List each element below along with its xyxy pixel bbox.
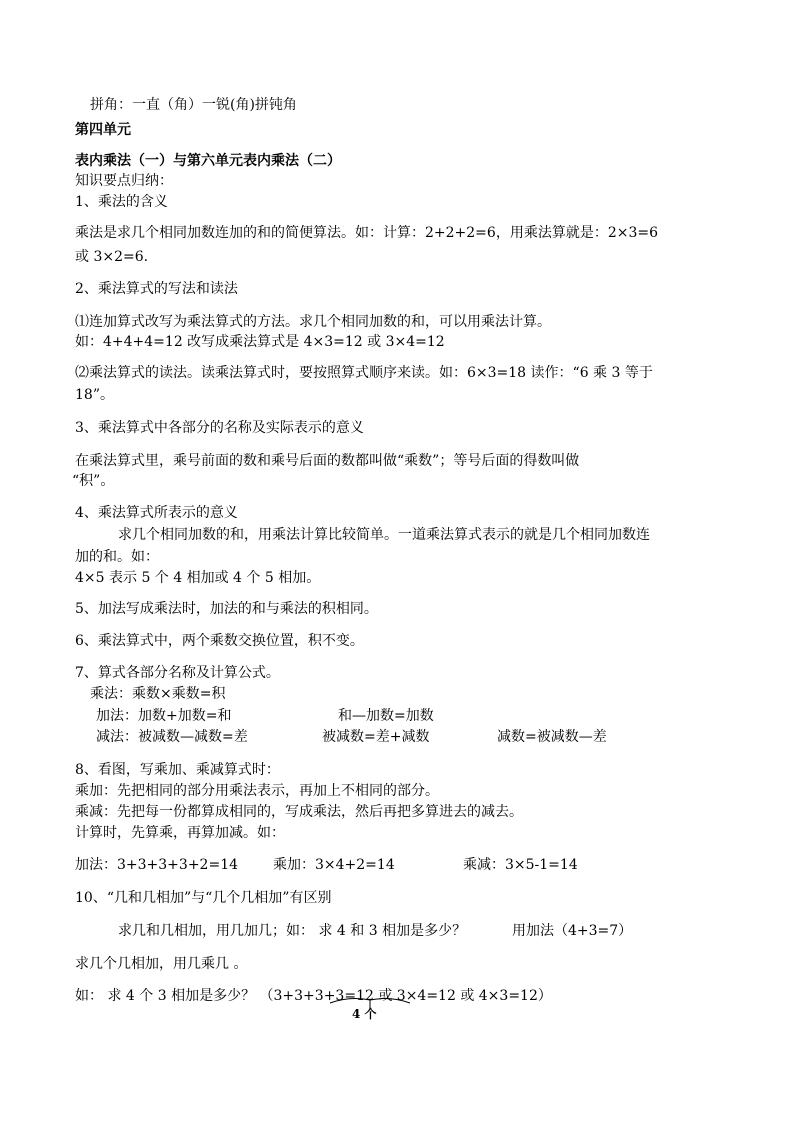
formula-line: 减法：被减数—减数=差: [96, 729, 248, 745]
item-heading: 4、乘法算式所表示的意义: [75, 505, 238, 521]
formula-line: 乘减：3×5-1=14: [463, 857, 578, 873]
text-line: 求几和几相加，用几加几；如： 求 4 和 3 相加是多少？: [118, 923, 467, 939]
text-line: 知识要点归纳：: [75, 173, 173, 189]
formula-line: 乘加：3×4+2=14: [273, 857, 395, 873]
item-heading: 6、乘法算式中，两个乘数交换位置，积不变。: [75, 633, 364, 649]
item-heading: 5、加法写成乘法时，加法的和与乘法的积相同。: [75, 601, 378, 617]
text-line: 乘法是求几个相同加数连加的和的简便算法。如：计算：2+2+2=6，用乘法算就是：2×3=6: [75, 225, 659, 241]
unit-heading: 第四单元: [75, 122, 131, 138]
item-heading: 7、算式各部分名称及计算公式。: [75, 665, 280, 681]
text-line: 4×5 表示 5 个 4 相加或 4 个 5 相加。: [75, 570, 321, 586]
item-heading: 2、乘法算式的写法和读法: [75, 281, 238, 297]
text-line: 乘加：先把相同的部分用乘法表示，再加上不相同的部分。: [75, 783, 439, 799]
formula-line: 和—加数=加数: [338, 708, 434, 724]
item-heading: 3、乘法算式中各部分的名称及实际表示的意义: [75, 420, 364, 436]
text-line: 求几个几相加，用几乘几 。: [75, 956, 248, 972]
text-line: ⑵乘法算式的读法。读乘法算式时，要按照算式顺序来读。如：6×3=18 读作：“6 乘 3 等于: [75, 365, 653, 381]
text-line: 在乘法算式里，乘号前面的数和乘号后面的数都叫做“乘数”；等号后面的得数叫做: [75, 453, 580, 469]
formula-line: 加法：3+3+3+3+2=14: [75, 857, 239, 873]
text-line: 乘减：先把每一份都算成相同的，写成乘法，然后再把多算进去的减去。: [75, 804, 523, 820]
text-line: 拼角：一直（角）一锐(角)拼钝角: [90, 97, 297, 113]
text-line: 如： 求 4 个 3 相加是多少？ （3+3+3+3=12 或 3×4=12 或 4×3=12）: [75, 988, 552, 1004]
item-heading: 10、“几和几相加”与“几个几相加”有区别: [75, 890, 332, 906]
text-line: 加的和。如：: [75, 549, 159, 565]
formula-line: 乘法：乘数×乘数=积: [90, 686, 226, 702]
text-line: 求几个相同加数的和，用乘法计算比较简单。一道乘法算式表示的就是几个相同加数连: [118, 527, 650, 543]
brace-label: 4 个: [352, 1007, 377, 1021]
item-heading: 8、看图，写乘加、乘减算式时：: [75, 762, 280, 778]
text-line: 用加法（4+3=7）: [512, 923, 633, 939]
text-line: ⑴连加算式改写为乘法算式的方法。求几个相同加数的和，可以用乘法计算。: [75, 314, 551, 330]
text-line: 如：4+4+4=12 改写成乘法算式是 4×3=12 或 3×4=12: [75, 334, 445, 350]
text-line: 或 3×2=6.: [75, 249, 149, 265]
text-line: “积”。: [72, 473, 115, 489]
formula-line: 被减数=差+减数: [322, 729, 430, 745]
text-line: 计算时，先算乘，再算加减。如：: [75, 825, 285, 841]
text-line: 18”。: [75, 387, 114, 403]
formula-line: 加法：加数+加数=和: [96, 708, 232, 724]
item-heading: 1、乘法的含义: [75, 194, 168, 210]
formula-line: 减数=被减数—差: [497, 729, 607, 745]
section-heading: 表内乘法（一）与第六单元表内乘法（二）: [75, 153, 341, 169]
